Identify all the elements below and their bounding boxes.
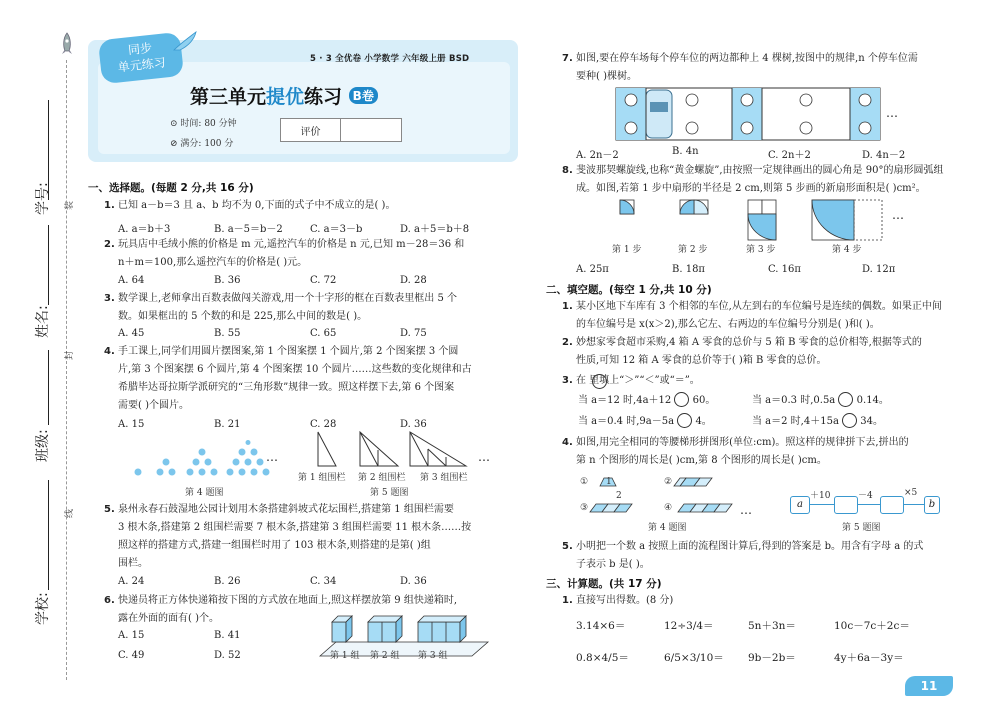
question-number: 3.: [104, 293, 115, 304]
answer-circle[interactable]: [842, 413, 857, 428]
calc-item: 5n＋3n＝: [748, 620, 796, 632]
fill-2-cont: 性质,可知 12 箱 A 零食的总价等于( )箱 B 零食的总价。: [576, 355, 827, 366]
option[interactable]: B. 41: [214, 630, 241, 641]
binding-line: [66, 60, 67, 680]
option[interactable]: A. 24: [118, 576, 145, 587]
time-meta: [170, 116, 237, 129]
question-number: 8.: [562, 165, 573, 176]
fill-2: [562, 334, 922, 352]
answer-circle[interactable]: [838, 392, 853, 407]
figure-fibonacci: [614, 196, 904, 245]
section-fill-title: 二、填空题。(每空 1 分,共 10 分): [546, 284, 712, 296]
question-4-cont: 片,第 3 个图案摆 6 个圆片,第 4 个图案摆 10 个圆片……这些数的变化规律和古: [118, 364, 472, 375]
ellipsis: …: [740, 503, 752, 517]
question-number: 5.: [562, 541, 573, 552]
side-school-line: [48, 480, 49, 590]
score-text: 满分: 100 分: [180, 139, 234, 149]
side-cut-mark: 线: [65, 508, 75, 518]
flow-op: －4: [858, 491, 873, 501]
clock-icon: ⊙: [170, 119, 178, 129]
option[interactable]: B. 26: [214, 576, 241, 587]
flow-box: [880, 496, 904, 514]
question-number: 3.: [562, 375, 573, 386]
option[interactable]: C. 34: [310, 576, 337, 587]
option[interactable]: D. 12π: [862, 264, 896, 275]
question-number: 5.: [104, 504, 115, 515]
option[interactable]: B. 21: [214, 419, 241, 430]
question-number: 1.: [562, 301, 573, 312]
fill-4: [562, 434, 909, 452]
page-title: [190, 82, 378, 109]
calc-item: 9b－2b＝: [748, 652, 796, 664]
question-text: 数学课上,老师拿出百数表做闯关游戏,用一个十字形的框在百数表里框出 5 个: [117, 293, 458, 304]
calc-item: 0.8×4/5＝: [576, 652, 629, 664]
section-choice-title: 一、选择题。(每题 2 分,共 16 分): [88, 182, 254, 194]
flow-op: ×5: [904, 488, 918, 498]
option[interactable]: B. 4n: [672, 146, 699, 157]
title-highlight: 提优: [266, 86, 305, 108]
fill-5: [562, 538, 923, 556]
fill-1: [562, 298, 942, 316]
fill-4-cont: 第 n 个图形的周长是( )cm,第 8 个图形的周长是( )cm。: [576, 455, 827, 466]
question-number: 1.: [104, 200, 115, 211]
option[interactable]: C. 49: [118, 650, 145, 661]
compare-b: [752, 392, 889, 410]
question-7: [562, 50, 918, 68]
option[interactable]: C. 65: [310, 328, 337, 339]
question-text: 快递员将正方体快递箱按下图的方式放在地面上,照这样摆放第 9 组快递箱时,: [117, 595, 458, 606]
question-5-cont: 围栏。: [118, 558, 148, 569]
ellipsis: …: [886, 106, 898, 120]
question-5: [104, 501, 454, 519]
figure-number: ③: [580, 503, 589, 513]
option[interactable]: A. 2n－2: [576, 150, 619, 161]
side-id-line: [48, 100, 49, 200]
question-text: 如图,用完全相同的等腰梯形拼图形(单位:cm)。照这样的规律拼下去,拼出的: [575, 437, 909, 448]
question-8-cont: 成。如图,若第 1 步中扇形的半径是 2 cm,则第 5 步画的新扇形面积是( )cm²。: [576, 183, 926, 194]
option[interactable]: D. 52: [214, 650, 241, 661]
option[interactable]: C. 16π: [768, 264, 801, 275]
fence-label: 第 3 组围栏: [420, 473, 468, 483]
question-text: 如图,要在停车场每个停车位的两边都种上 4 棵树,按图中的规律,n 个停车位需: [575, 53, 918, 64]
fill-3: [562, 372, 700, 390]
time-text: 时间: 80 分钟: [180, 119, 237, 129]
dimension-label: 2: [616, 491, 622, 501]
question-text: 直接写出得数。(8 分): [575, 595, 674, 606]
box-label: 第 1 组: [330, 651, 360, 661]
box-label: 第 3 组: [418, 651, 448, 661]
question-text: 已知 a－b＝3 且 a、b 均不为 0,下面的式子中不成立的是( )。: [117, 200, 396, 211]
calc-item: 10c－7c＋2c＝: [834, 620, 910, 632]
rocket-icon: [60, 32, 74, 61]
figure-number: ②: [664, 477, 673, 487]
side-school-label: 学校:: [35, 592, 51, 625]
flow-arrow: [904, 504, 924, 505]
option[interactable]: A. 64: [118, 275, 145, 286]
question-number: 4.: [104, 346, 115, 357]
question-3-cont: 数。如果框出的 5 个数的和是 225,那么中间的数是( )。: [118, 311, 368, 322]
rocket-icon: [172, 30, 198, 55]
flow-op: ＋10: [810, 491, 831, 501]
compare-value: 34。: [860, 416, 884, 427]
calc-item: 6/5×3/10＝: [664, 652, 724, 664]
compare-expr: 当 a＝0.3 时,0.5a: [752, 395, 836, 406]
score-meta: [170, 136, 233, 149]
flow-end: b: [924, 496, 940, 514]
question-text: 小明把一个数 a 按照上面的流程图计算后,得到的答案是 b。用含有字母 a 的式: [575, 541, 924, 552]
option[interactable]: A. a＝b＋3: [118, 224, 171, 235]
option[interactable]: A. 25π: [576, 264, 609, 275]
fill-1-cont: 的车位编号是 x(x＞2),那么它左、右两边的车位编号分别是( )和( )。: [576, 319, 880, 330]
question-text: 泉州永春石鼓湿地公园计划用木条搭建斜坡式花坛围栏,搭建第 1 组围栏需要: [117, 504, 454, 515]
side-name-label: 姓名:: [35, 305, 51, 338]
option[interactable]: C. a＝3－b: [310, 224, 363, 235]
figure-triangle-dots: [130, 440, 280, 483]
evaluation-field[interactable]: [341, 119, 401, 141]
evaluation-label: 评价: [281, 119, 341, 141]
title-text: 第三单元: [190, 86, 267, 108]
question-number: 2.: [562, 337, 573, 348]
question-text: 在 里填上“＞”“＜”或“＝”。: [575, 375, 700, 386]
side-class-line: [48, 350, 49, 425]
badge-line-2: 单元练习: [117, 55, 167, 75]
compare-value: 4。: [695, 416, 712, 427]
option[interactable]: B. 36: [214, 275, 241, 286]
compare-value: 0.14。: [856, 395, 889, 406]
figure-5-caption: 第 5 题图: [370, 488, 409, 498]
title-tag: B卷: [349, 87, 378, 104]
question-number: 7.: [562, 53, 573, 64]
question-6-cont: 露在外面的面有( )个。: [118, 613, 219, 624]
question-6: [104, 592, 457, 610]
check-icon: ⊘: [170, 139, 178, 149]
question-text: 斐波那契螺旋线,也称“黄金螺旋”,由按照一定规律画出的圆心角是 90°的扇形圆弧组: [575, 165, 944, 176]
question-number: 2.: [104, 239, 115, 250]
flow-arrow: [858, 504, 880, 505]
side-id-label: 学号:: [35, 182, 51, 215]
page-number: 11: [905, 676, 953, 696]
compare-value: 60。: [692, 395, 716, 406]
title-suffix: 练习: [304, 86, 343, 108]
compare-a: [578, 392, 715, 410]
ellipsis: …: [266, 450, 278, 464]
question-4-cont: 需要( )个圆片。: [118, 400, 189, 411]
option[interactable]: B. a－5＝b－2: [214, 224, 283, 235]
option[interactable]: D. 36: [400, 419, 427, 430]
figure-4-caption: 第 4 题图: [185, 488, 224, 498]
compare-expr: 当 a＝0.4 时,9a－5a: [578, 416, 675, 427]
answer-circle[interactable]: [674, 392, 689, 407]
question-text: 玩具店中毛绒小熊的价格是 m 元,遥控汽车的价格是 n 元,已知 m－28＝36 和: [117, 239, 465, 250]
step-label: 第 3 步: [746, 245, 776, 255]
answer-circle[interactable]: [592, 374, 607, 389]
option[interactable]: B. 18π: [672, 264, 706, 275]
side-class-label: 班级:: [35, 429, 51, 462]
option[interactable]: D. 36: [400, 576, 427, 587]
flow-start: a: [790, 496, 810, 514]
side-cut-mark: 封: [65, 350, 75, 360]
calc-1: [562, 592, 673, 610]
question-text: 某小区地下车库有 3 个相邻的车位,从左到右的车位编号是连续的偶数。如果正中间: [575, 301, 942, 312]
step-label: 第 2 步: [678, 245, 708, 255]
question-4: [104, 343, 458, 361]
question-3: [104, 290, 457, 308]
side-name-line: [48, 225, 49, 305]
question-number: 4.: [562, 437, 573, 448]
question-number: 6.: [104, 595, 115, 606]
compare-c: [578, 413, 712, 431]
compare-expr: 当 a＝2 时,4＋15a: [752, 416, 839, 427]
question-1: [104, 197, 395, 215]
question-5-cont: 3 根木条,搭建第 2 组围栏需要 7 根木条,搭建第 3 组围栏需要 11 根木条……按: [118, 522, 472, 533]
question-8: [562, 162, 943, 180]
fill-5-cont: 子表示 b 是( )。: [576, 559, 650, 570]
calc-item: 3.14×6＝: [576, 620, 626, 632]
option[interactable]: D. 28: [400, 275, 427, 286]
flow-arrow: [810, 504, 834, 505]
figure-number: ①: [580, 477, 589, 487]
evaluation-box: [280, 118, 402, 142]
side-cut-mark: 装: [65, 200, 75, 210]
question-text: 妙想家零食超市采购,4 箱 A 零食的总价与 5 箱 B 零食的总价相等,根据等式的: [575, 337, 922, 348]
dimension-label: 1: [606, 477, 612, 487]
calc-item: 12÷3/4＝: [664, 620, 714, 632]
figure-parking: [614, 86, 894, 145]
option[interactable]: C. 28: [310, 419, 337, 430]
option[interactable]: C. 2n＋2: [768, 150, 811, 161]
flowchart: [790, 488, 940, 520]
question-text: 手工课上,同学们用圆片摆图案,第 1 个图案摆 1 个圆片,第 2 个图案摆 3 个圆: [117, 346, 459, 357]
step-label: 第 4 步: [832, 245, 862, 255]
figure-fences: [300, 430, 470, 473]
question-7-cont: 要种( )棵树。: [576, 71, 637, 82]
fence-label: 第 1 组围栏: [298, 473, 346, 483]
section-calc-title: 三、计算题。(共 17 分): [546, 578, 662, 590]
compare-expr: 当 a＝12 时,4a＋12: [578, 395, 672, 406]
option[interactable]: D. a＋5＝b＋8: [400, 224, 470, 235]
question-5-cont: 照这样的搭建方式,搭建一组围栏时用了 103 根木条,则搭建的是第( )组: [118, 540, 431, 551]
option[interactable]: B. 55: [214, 328, 241, 339]
option[interactable]: A. 15: [118, 419, 145, 430]
box-label: 第 2 组: [370, 651, 400, 661]
question-number: 1.: [562, 595, 573, 606]
figure-5-caption: 第 5 题图: [842, 523, 881, 533]
flow-box: [834, 496, 858, 514]
figure-number: ④: [664, 503, 673, 513]
question-2-cont: n＋m＝100,那么遥控汽车的价格是( )元。: [118, 257, 308, 268]
answer-circle[interactable]: [677, 413, 692, 428]
question-4-cont: 希腊毕达哥拉斯学派研究的“三角形数”规律一致。照这样摆下去,第 6 个图案: [118, 382, 455, 393]
figure-4-caption: 第 4 题图: [648, 523, 687, 533]
option[interactable]: D. 4n－2: [862, 150, 906, 161]
ellipsis: …: [892, 208, 904, 222]
option[interactable]: A. 15: [118, 630, 145, 641]
step-label: 第 1 步: [612, 245, 642, 255]
question-2: [104, 236, 464, 254]
fence-label: 第 2 组围栏: [358, 473, 406, 483]
option[interactable]: A. 45: [118, 328, 145, 339]
series-info: 5 · 3 全优卷 小学数学 六年级上册 BSD: [310, 54, 470, 64]
option[interactable]: C. 72: [310, 275, 337, 286]
calc-item: 4y＋6a－3y＝: [834, 652, 904, 664]
compare-d: [752, 413, 883, 431]
ellipsis: …: [478, 450, 490, 464]
option[interactable]: D. 75: [400, 328, 427, 339]
badge-line-1: 同步: [127, 40, 153, 58]
